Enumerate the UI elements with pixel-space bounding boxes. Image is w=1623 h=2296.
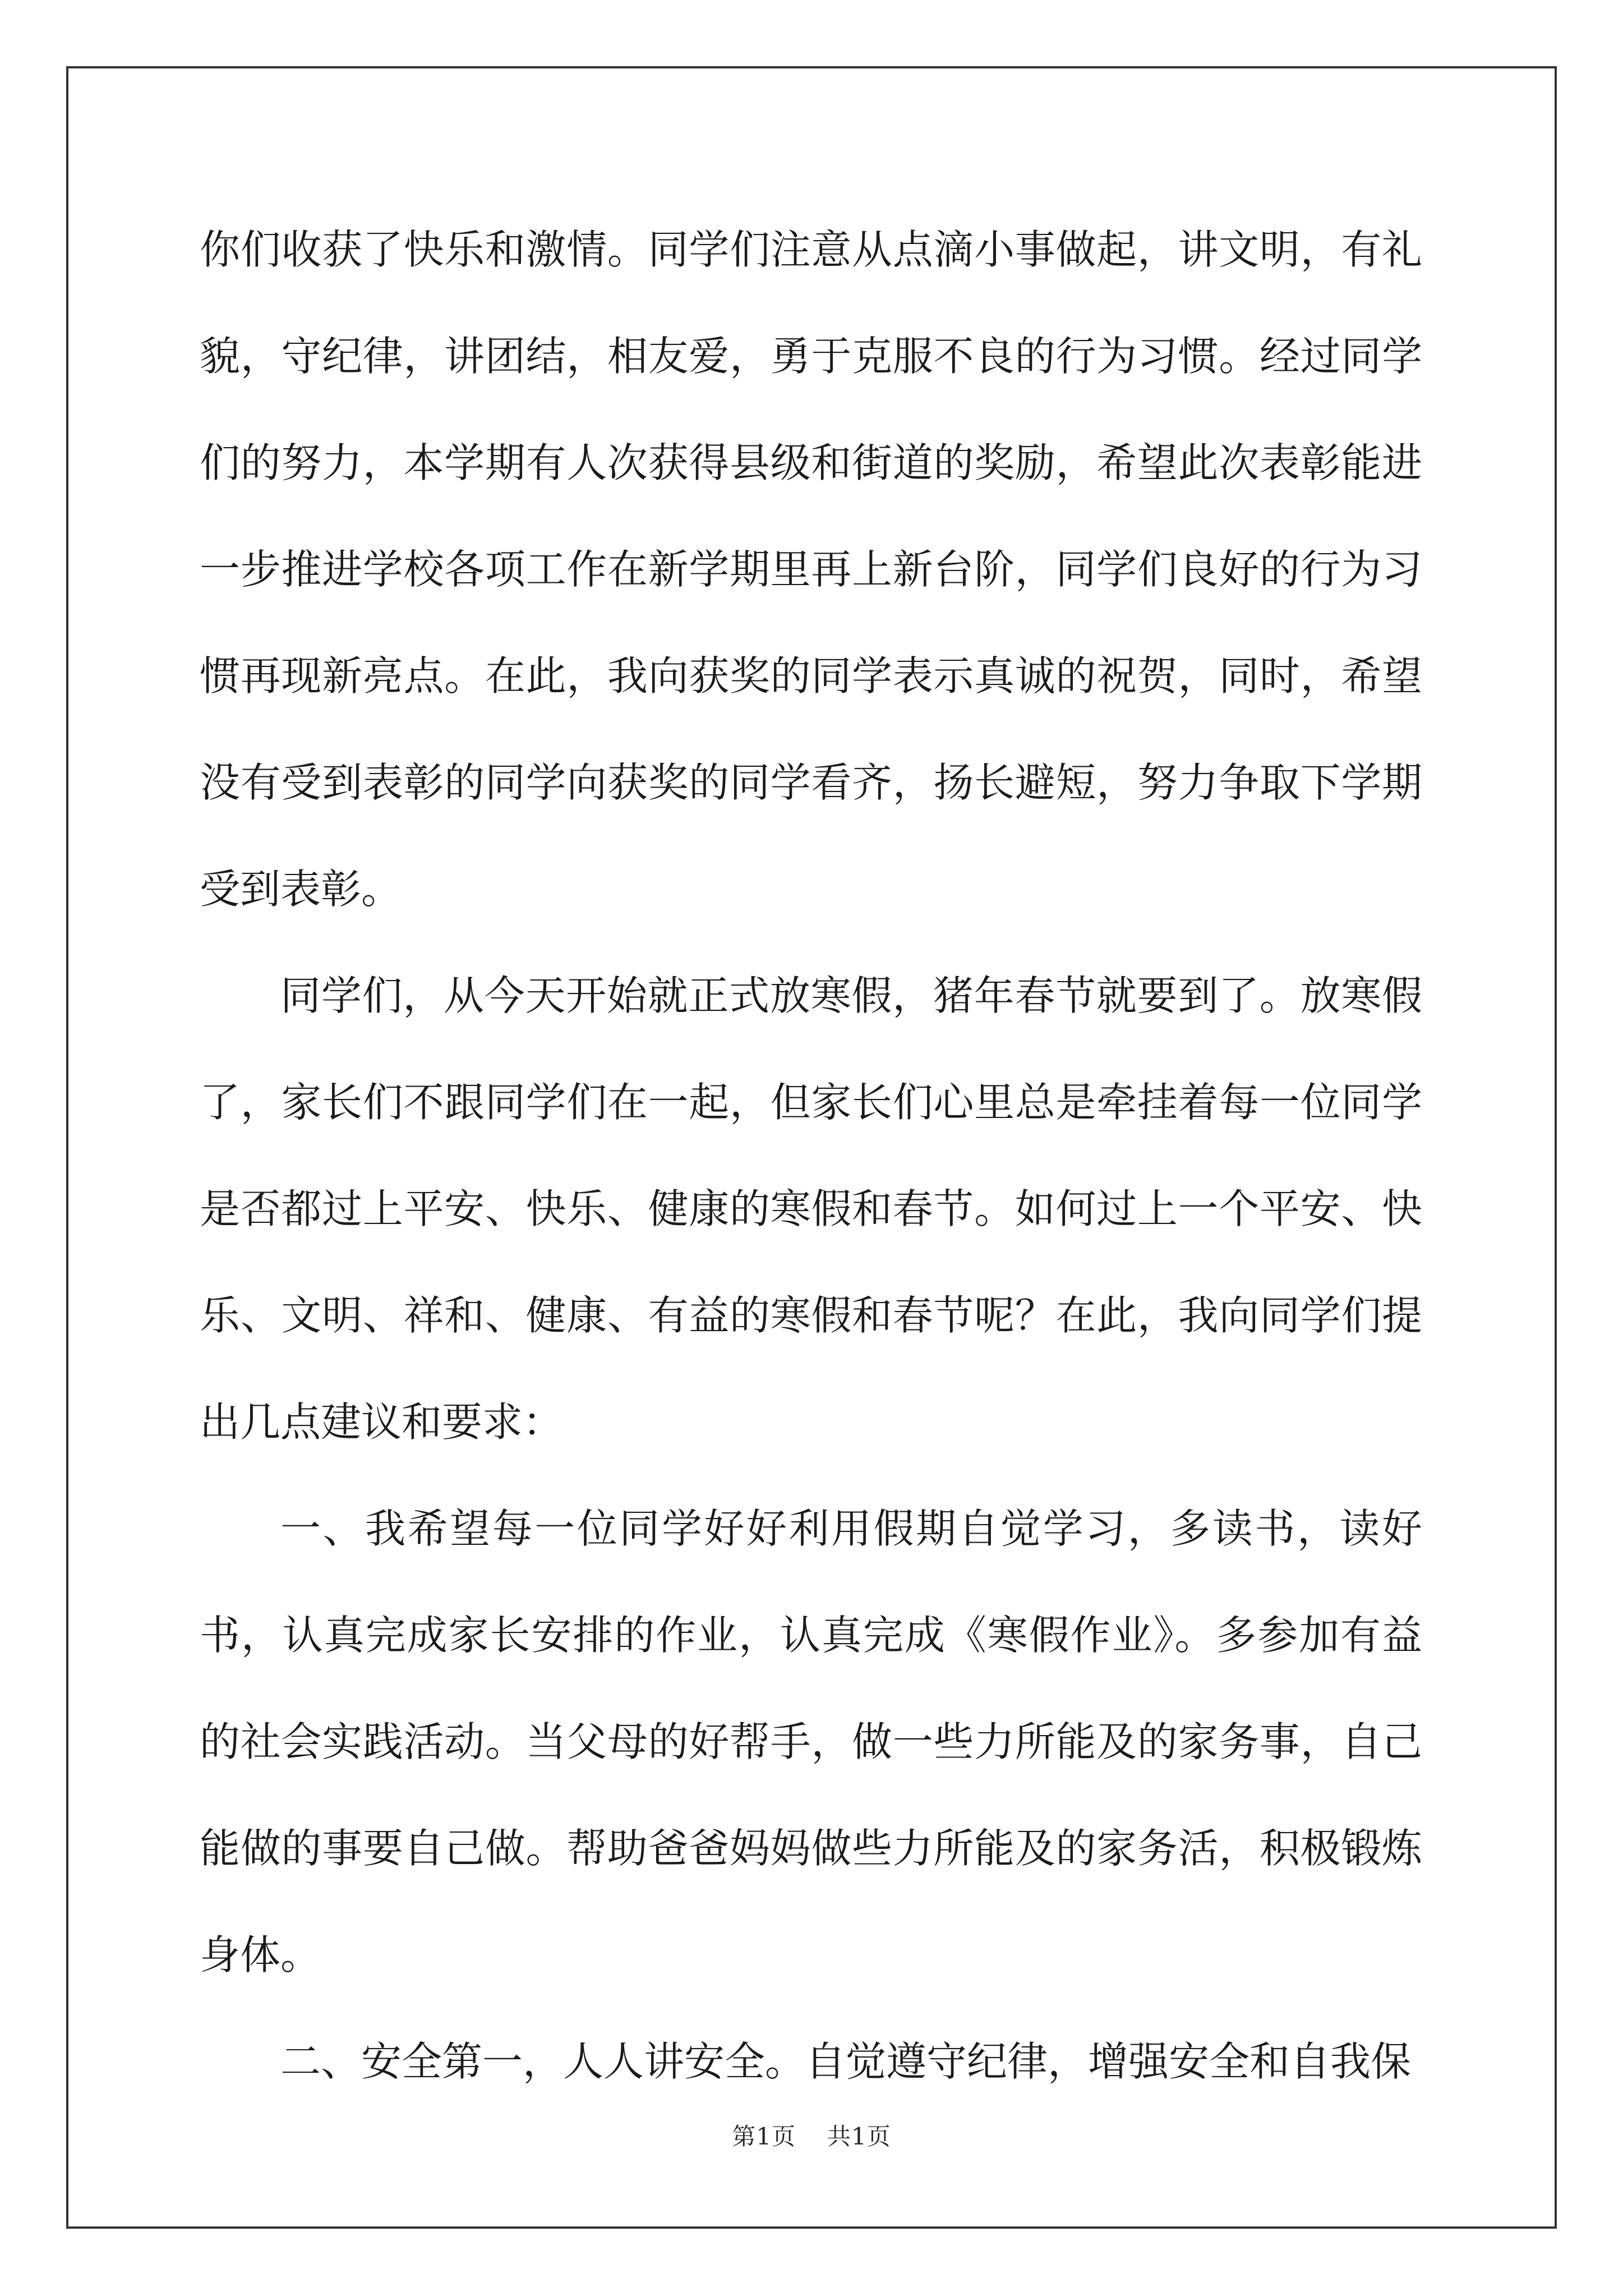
document-body	[200, 196, 1422, 2115]
paragraph-2: 同学们，从今天开始就正式放寒假，猪年春节就要到了。放寒假了，家长们不跟同学们在一起，但家长们心里总是牵挂着每一位同学是否都过上平安、快乐、健康的寒假和春节。如何过上一个平安、快乐、文明、祥和、健康、有益的寒假和春节呢？在此，我向同学们提出几点建议和要求：	[200, 972, 1422, 1446]
page-number: 第1页	[732, 2123, 796, 2150]
page-footer	[0, 2118, 1623, 2152]
paragraph-4: 二、安全第一，人人讲安全。自觉遵守纪律，增强安全和自我保	[280, 2038, 1412, 2085]
page-total: 共1页	[827, 2123, 891, 2150]
paragraph-3: 一、我希望每一位同学好好利用假期自觉学习，多读书，读好书，认真完成家长安排的作业，认真完成《寒假作业》。多参加有益的社会实践活动。当父母的好帮手，做一些力所能及的家务事，自己能做的事要自己做。帮助爸爸妈妈做些力所能及的家务活，积极锻炼身体。	[200, 1505, 1422, 1978]
paragraph-1: 你们收获了快乐和激情。同学们注意从点滴小事做起，讲文明，有礼貌，守纪律，讲团结，相友爱，勇于克服不良的行为习惯。经过同学们的努力，本学期有人次获得县级和街道的奖励，希望此次表彰能进一步推进学校各项工作在新学期里再上新台阶，同学们良好的行为习惯再现新亮点。在此，我向获奖的同学表示真诚的祝贺，同时，希望没有受到表彰的同学向获奖的同学看齐，扬长避短，努力争取下学期受到表彰。	[200, 226, 1422, 913]
